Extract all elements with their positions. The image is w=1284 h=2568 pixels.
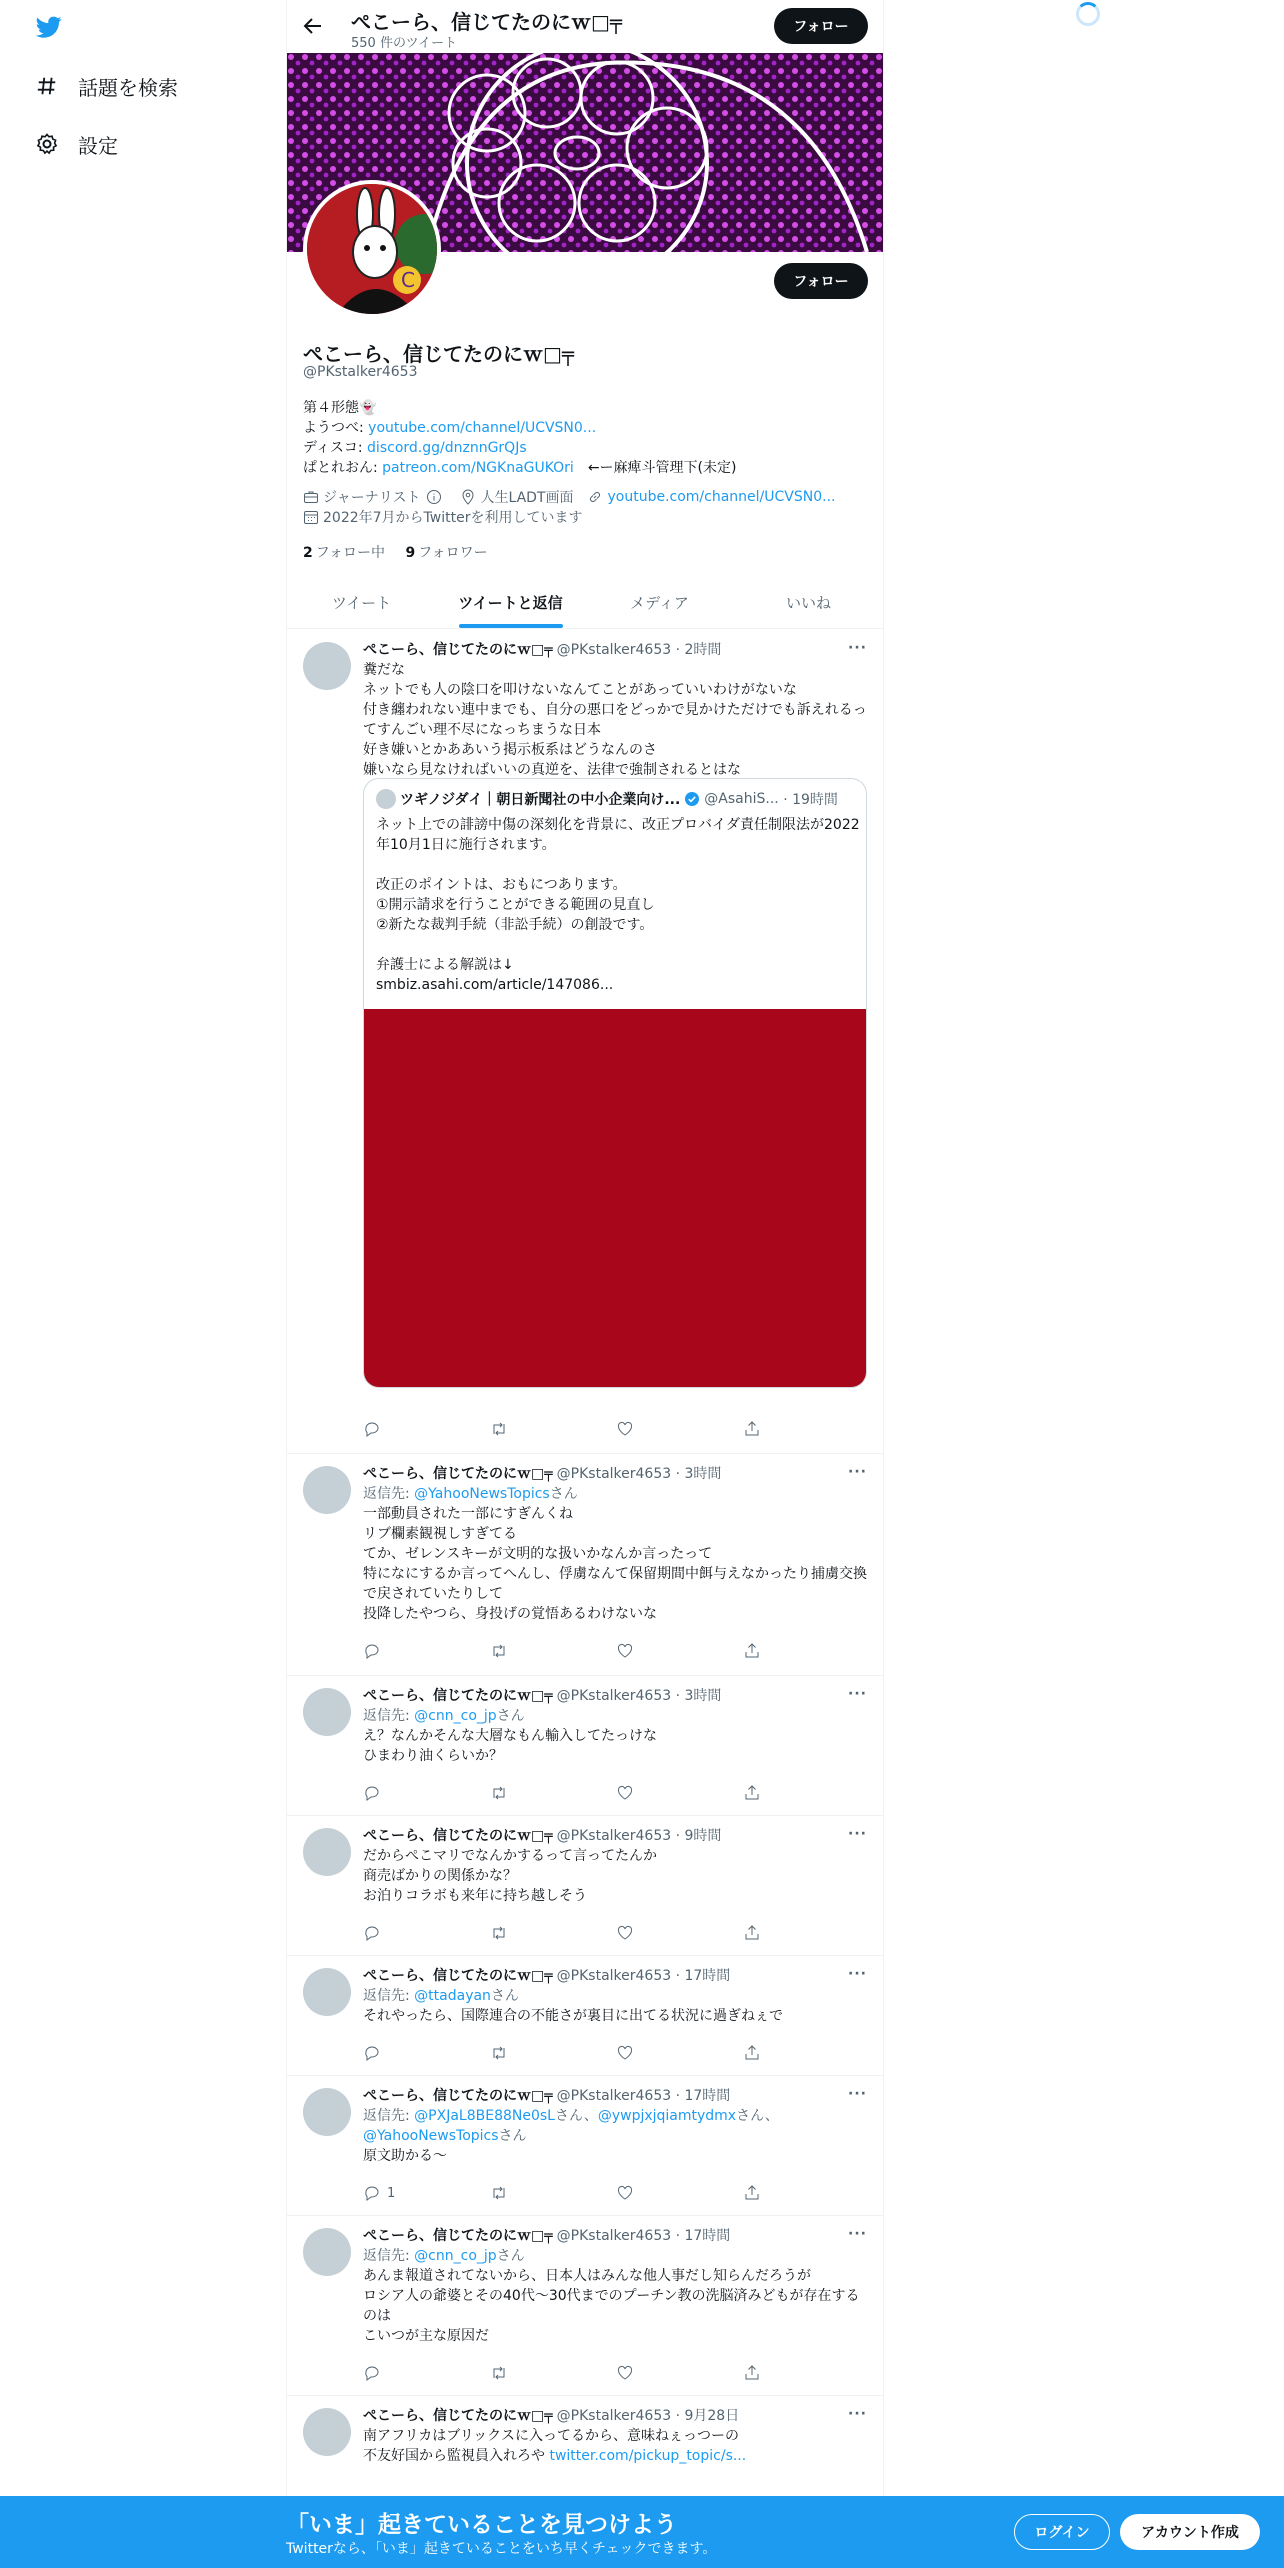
nav-settings[interactable] — [34, 124, 118, 164]
reply-to: 返信先: @cnn_co_jpさん — [363, 2248, 525, 2264]
mention-link[interactable]: @ttadayan — [414, 1988, 491, 2004]
quoted-text: ネット上での誹謗中傷の深刻化を背景に、改正プロバイダ責任制限法が2022年10月1日に施行されます。 改正のポイントは、おもにつあります。 ①開示請求を行うことができる範囲の見直し ②新たな裁判手続（非訟手続）の創設です。 弁護士による解説は↓ smbiz.asahi.com/article/147086... — [376, 817, 860, 993]
tweet-author-handle[interactable]: @PKstalker4653 — [556, 1688, 672, 1704]
tweet-avatar[interactable] — [303, 1968, 351, 2016]
briefcase-icon — [303, 489, 319, 505]
tweet-text: 一部動員された一部にすぎんくね リブ欄素観視しすぎてる てか、ゼレンスキーが文明的な扱いかなんか言ったって 特になにするか言ってへんし、俘虜なんて保留期間中餌与えなかったり捕虜交換で戻されていたりして 投降したやつら、身投げの覚悟あるわけないな — [363, 1506, 867, 1622]
more-options-icon[interactable]: ··· — [848, 2226, 867, 2242]
tweet-text: 糞だな ネットでも人の陰口を叩けないなんてことがあっていいわけがないな 付き纏われない連中までも、自分の悪口をどっかで見かけただけでも訴えれるってすんごい理不尽になっちまうな日本 好き嫌いとかああいう掲示板系はどうなんのさ 嫌いなら見なければいいの真逆を、法律で強制されるとはな — [363, 662, 867, 778]
reply-icon — [363, 2044, 381, 2062]
tweet[interactable] — [287, 1816, 883, 1956]
reply-button[interactable] — [363, 1642, 423, 1660]
retweet-button[interactable] — [490, 1642, 550, 1660]
share-button[interactable] — [743, 1924, 803, 1942]
tweet[interactable] — [287, 1454, 883, 1676]
like-button[interactable] — [616, 2044, 676, 2062]
tweet-text: それやったら、国際連合の不能さが裏目に出てる状況に過ぎねぇで — [363, 2008, 783, 2024]
reply-icon — [363, 1420, 381, 1438]
reply-to: 返信先: @cnn_co_jpさん — [363, 1708, 525, 1724]
tweet-actions — [363, 2364, 803, 2382]
signup-subtitle: Twitterなら、「いま」起きていることをいち早くチェックできます。 — [286, 2541, 717, 2557]
quoted-author-handle: @AsahiS... — [704, 791, 779, 807]
retweet-icon — [490, 2044, 508, 2062]
tweet-author-handle[interactable]: @PKstalker4653 — [556, 1968, 672, 1984]
profile-location: 人生LADT画面 — [480, 490, 574, 506]
share-button[interactable] — [743, 2184, 803, 2202]
more-options-icon[interactable]: ··· — [848, 1464, 867, 1480]
tweet-avatar[interactable] — [303, 1828, 351, 1876]
share-icon — [743, 2364, 761, 2382]
tweet-author-handle[interactable]: @PKstalker4653 — [556, 2228, 672, 2244]
share-icon — [743, 2044, 761, 2062]
share-button[interactable] — [743, 1642, 803, 1660]
like-button[interactable] — [616, 1784, 676, 1802]
tweet-author-name[interactable]: ぺこーら、信じてたのにｗ□╤ — [363, 642, 553, 658]
mention-link[interactable]: @ywpjxjqiamtydmx — [597, 2108, 737, 2124]
tweet-time[interactable]: · 3時間 — [675, 1688, 722, 1704]
hashtag-icon — [34, 73, 60, 99]
share-button[interactable] — [743, 2364, 803, 2382]
tweet-text: 原文助かる〜 — [363, 2148, 447, 2164]
retweet-icon — [490, 1784, 508, 1802]
tweet-time[interactable]: · 2時間 — [675, 642, 722, 658]
reply-icon — [363, 1784, 381, 1802]
bio-line: ディスコ: discord.gg/dnznnGrQJs — [303, 440, 527, 456]
reply-to: 返信先: @YahooNewsTopicsさん — [363, 1486, 578, 1502]
retweet-icon — [490, 2364, 508, 2382]
tweet-author-handle[interactable]: @PKstalker4653 — [556, 2408, 672, 2424]
more-options-icon[interactable]: ··· — [848, 1686, 867, 1702]
patreon-link[interactable]: patreon.com/NGKnaGUKOri — [382, 460, 574, 476]
tab-tweets[interactable]: ツイート — [331, 593, 392, 612]
tweet-time[interactable]: · 17時間 — [675, 1968, 731, 1984]
login-button[interactable]: ログイン — [1014, 2514, 1110, 2550]
retweet-button[interactable] — [490, 1420, 550, 1438]
profile-website-link[interactable]: youtube.com/channel/UCVSN0... — [607, 489, 836, 505]
tweet-avatar[interactable] — [303, 2408, 351, 2456]
quoted-time: · 19時間 — [783, 792, 838, 808]
reply-icon — [363, 1924, 381, 1942]
create-account-button[interactable]: アカウント作成 — [1120, 2514, 1260, 2550]
profile-name: ぺこーら、信じてたのにｗ□╤ — [303, 342, 574, 366]
more-options-icon[interactable]: ··· — [848, 1826, 867, 1842]
tweet-author-name[interactable]: ぺこーら、信じてたのにｗ□╤ — [363, 2228, 553, 2244]
reply-icon — [363, 2184, 381, 2202]
tweet-time[interactable]: · 9月28日 — [675, 2408, 740, 2424]
tweet-link[interactable]: twitter.com/pickup_topic/s... — [549, 2448, 747, 2464]
tweet-author-handle[interactable]: @PKstalker4653 — [556, 2088, 672, 2104]
retweet-icon — [490, 2184, 508, 2202]
profile-column — [286, 0, 884, 2568]
tweet[interactable] — [287, 630, 883, 1454]
tweet-avatar[interactable] — [303, 2228, 351, 2276]
quoted-author-name: ツギノジダイ｜朝日新聞社の中小企業向け... — [400, 792, 681, 808]
twitter-logo-icon[interactable] — [34, 14, 64, 40]
quoted-avatar — [376, 789, 396, 809]
heart-icon — [616, 1784, 634, 1802]
tweet-time[interactable]: · 9時間 — [675, 1828, 722, 1844]
youtube-link[interactable]: youtube.com/channel/UCVSN0... — [368, 420, 597, 436]
tweet-author-name[interactable]: ぺこーら、信じてたのにｗ□╤ — [363, 1828, 553, 1844]
tweet-text: だからぺこマリでなんかするって言ってたんか 商売ばかりの関係かな？ お泊りコラボも来年に持ち越しそう — [363, 1848, 657, 1904]
reply-button[interactable] — [363, 2184, 423, 2202]
mention-link[interactable]: @PXJaL8BE88Ne0sL — [414, 2108, 555, 2124]
nav-explore-label: 話題を検索 — [78, 75, 178, 100]
profile-tabs — [287, 576, 883, 629]
more-options-icon[interactable]: ··· — [848, 2086, 867, 2102]
reply-button[interactable] — [363, 1784, 423, 1802]
bio-line: ようつべ: youtube.com/channel/UCVSN0... — [303, 420, 597, 436]
reply-button[interactable] — [363, 2364, 423, 2382]
heart-icon — [616, 1420, 634, 1438]
share-icon — [743, 1420, 761, 1438]
quoted-media[interactable] — [364, 1009, 867, 1388]
share-button[interactable] — [743, 1420, 803, 1438]
calendar-icon — [303, 509, 319, 525]
share-icon — [743, 2184, 761, 2202]
heart-icon — [616, 1924, 634, 1942]
retweet-button[interactable] — [490, 1924, 550, 1942]
tweet-author-handle[interactable]: @PKstalker4653 — [556, 1828, 672, 1844]
profile-meta-row — [303, 487, 835, 507]
signup-title: 「いま」起きていることを見つけよう — [286, 2512, 677, 2538]
quoted-tweet[interactable] — [363, 778, 867, 1388]
header-name: ぺこーら、信じてたのにｗ□╤ — [351, 10, 622, 34]
retweet-button[interactable] — [490, 2044, 550, 2062]
discord-link[interactable]: discord.gg/dnznnGrQJs — [367, 440, 527, 456]
profile-joined-row — [303, 507, 582, 527]
link-icon — [587, 489, 603, 505]
location-icon — [460, 489, 476, 505]
tweet-actions — [363, 1924, 803, 1942]
tab-likes[interactable]: いいね — [785, 593, 831, 612]
like-button[interactable] — [616, 2184, 676, 2202]
header-tweet-count: 550 件のツイート — [351, 36, 458, 51]
nav-settings-label: 設定 — [78, 133, 118, 158]
profile-joined: 2022年7月からTwitterを利用しています — [323, 510, 583, 526]
tweet-actions — [363, 1642, 803, 1660]
heart-icon — [616, 2364, 634, 2382]
follow-stats — [303, 542, 488, 562]
like-button[interactable] — [616, 1924, 676, 1942]
tweet-text: 南アフリカはブリックスに入ってるから、意味ねぇっつーの 不友好国から監視員入れろや twitter.com/pickup_topic/s... — [363, 2428, 747, 2464]
tweet-author-name[interactable]: ぺこーら、信じてたのにｗ□╤ — [363, 2088, 553, 2104]
tweet-actions — [363, 2184, 803, 2202]
tweet[interactable] — [287, 1956, 883, 2076]
share-icon — [743, 1924, 761, 1942]
retweet-icon — [490, 1924, 508, 1942]
bio-line: ぱとれおん: patreon.com/NGKnaGUKOri ←ー麻痺斗管理下(未定) — [303, 460, 737, 476]
tweet-author-handle[interactable]: @PKstalker4653 — [556, 1466, 672, 1482]
profile-avatar[interactable] — [303, 180, 441, 318]
profile-header-bar — [287, 0, 883, 53]
retweet-button[interactable] — [490, 1784, 550, 1802]
mention-link[interactable]: @YahooNewsTopics — [363, 2128, 499, 2144]
nav-explore[interactable] — [34, 66, 178, 106]
header-follow-button[interactable]: フォロー — [774, 8, 868, 44]
profile-bio — [303, 398, 863, 478]
more-options-icon[interactable]: ··· — [848, 1966, 867, 1982]
like-button[interactable] — [616, 1642, 676, 1660]
like-button[interactable] — [616, 2364, 676, 2382]
more-options-icon[interactable]: ··· — [848, 2406, 867, 2422]
info-icon[interactable] — [426, 489, 442, 505]
tweet-avatar[interactable] — [303, 642, 351, 690]
tweet-time[interactable]: · 17時間 — [675, 2228, 731, 2244]
heart-icon — [616, 2044, 634, 2062]
loading-spinner-icon — [1076, 2, 1100, 26]
verified-badge-icon — [684, 791, 700, 807]
retweet-button[interactable] — [490, 2364, 550, 2382]
reply-to: 返信先: @ttadayanさん — [363, 1988, 519, 2004]
retweet-icon — [490, 1420, 508, 1438]
followers-link[interactable]: 9 フォロワー — [405, 545, 488, 561]
mention-link[interactable]: @cnn_co_jp — [414, 1708, 497, 1724]
share-icon — [743, 1784, 761, 1802]
tweet-author-name[interactable]: ぺこーら、信じてたのにｗ□╤ — [363, 2408, 553, 2424]
reply-button[interactable] — [363, 1420, 423, 1438]
tweet-actions — [363, 1420, 803, 1438]
reply-count: 1 — [387, 2185, 396, 2201]
reply-icon — [363, 1642, 381, 1660]
gear-icon — [34, 131, 60, 157]
svg-text:C: C — [401, 268, 415, 292]
tab-tweets-and-replies[interactable]: ツイートと返信 — [436, 576, 585, 628]
tweet-avatar[interactable] — [303, 1466, 351, 1514]
like-button[interactable] — [616, 1420, 676, 1438]
heart-icon — [616, 2184, 634, 2202]
mention-link[interactable]: @cnn_co_jp — [414, 2248, 497, 2264]
tweet[interactable] — [287, 2076, 883, 2216]
reply-icon — [363, 2364, 381, 2382]
back-arrow-icon[interactable] — [301, 14, 325, 38]
tweet[interactable] — [287, 2216, 883, 2396]
signup-banner — [0, 2496, 1284, 2568]
share-icon — [743, 1642, 761, 1660]
profile-category: ジャーナリスト — [323, 490, 421, 506]
tweet-text: あんま報道されてないから、日本人はみんな他人事だし知らんだろうが ロシア人の爺婆とその40代〜30代までのプーチン教の洗脳済みどもが存在するのは こいつが主な原因だ — [363, 2268, 860, 2344]
following-link[interactable]: 2 フォロー中 — [303, 545, 386, 561]
tweet-avatar[interactable] — [303, 1688, 351, 1736]
tweet-time[interactable]: · 17時間 — [675, 2088, 731, 2104]
bio-line: 第４形態👻 — [303, 400, 377, 416]
tweet-actions — [363, 2044, 803, 2062]
tweet[interactable] — [287, 1676, 883, 1816]
retweet-button[interactable] — [490, 2184, 550, 2202]
tweet[interactable] — [287, 2396, 883, 2496]
tweet-author-name[interactable]: ぺこーら、信じてたのにｗ□╤ — [363, 1466, 553, 1482]
tweet-actions — [363, 1784, 803, 1802]
tweet-text: え？なんかそんな大層なもん輸入してたっけな ひまわり油くらいか？ — [363, 1728, 657, 1764]
tab-media[interactable]: メディア — [630, 593, 689, 612]
retweet-icon — [490, 1642, 508, 1660]
tweet-author-handle[interactable]: @PKstalker4653 — [556, 642, 672, 658]
share-button[interactable] — [743, 1784, 803, 1802]
reply-to: 返信先: @PXJaL8BE88Ne0sLさん、@ywpjxjqiamtydmxさん、 @YahooNewsTopicsさん — [363, 2108, 779, 2144]
profile-handle: @PKstalker4653 — [303, 364, 418, 380]
reply-button[interactable] — [363, 1924, 423, 1942]
heart-icon — [616, 1642, 634, 1660]
share-button[interactable] — [743, 2044, 803, 2062]
profile-follow-button[interactable]: フォロー — [774, 263, 868, 299]
tweet-avatar[interactable] — [303, 2088, 351, 2136]
tweet-time[interactable]: · 3時間 — [675, 1466, 722, 1482]
tweet-author-name[interactable]: ぺこーら、信じてたのにｗ□╤ — [363, 1968, 553, 1984]
tweet-author-name[interactable]: ぺこーら、信じてたのにｗ□╤ — [363, 1688, 553, 1704]
more-options-icon[interactable]: ··· — [848, 640, 867, 656]
mention-link[interactable]: @YahooNewsTopics — [414, 1486, 550, 1502]
reply-button[interactable] — [363, 2044, 423, 2062]
